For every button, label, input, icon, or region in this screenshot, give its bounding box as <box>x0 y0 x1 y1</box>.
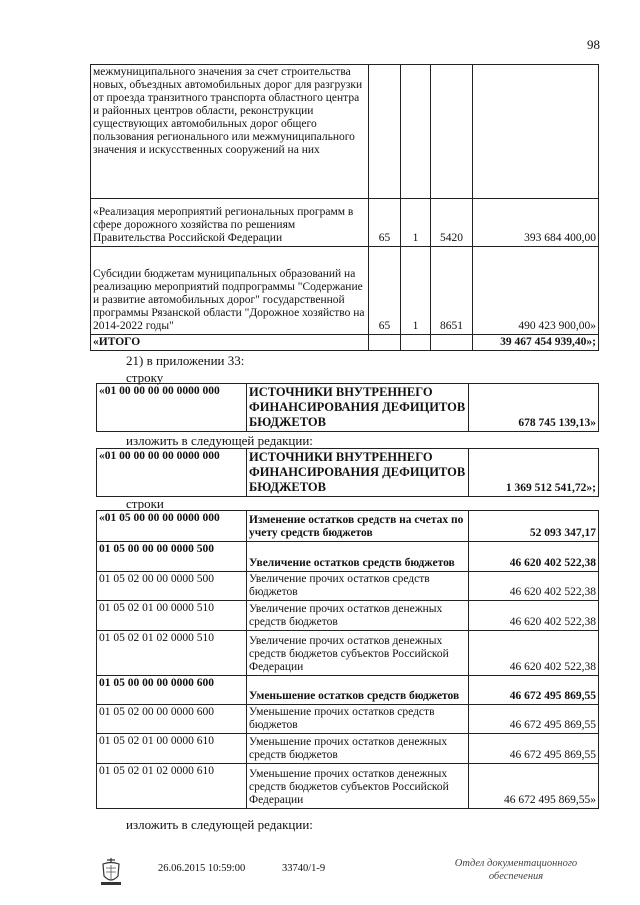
row-amount: 46 672 495 869,55 <box>469 734 599 764</box>
row-code: 01 05 02 01 02 0000 510 <box>97 631 247 676</box>
row-name: ИСТОЧНИКИ ВНУТРЕННЕГО ФИНАНСИРОВАНИЯ ДЕФИЦИТОВ БЮДЖЕТОВ <box>247 449 469 497</box>
cell-amount: 490 423 900,00» <box>473 247 599 335</box>
table-row <box>97 449 599 497</box>
cell-c2: 1 <box>401 247 431 335</box>
row-amount: 46 672 495 869,55» <box>469 764 599 809</box>
cell-c2 <box>401 65 431 199</box>
cell-c3: 5420 <box>431 199 473 247</box>
text-izlozhit-2: изложить в следующей редакции: <box>126 817 313 832</box>
cell-c3 <box>431 335 473 351</box>
row-amount: 46 620 402 522,38 <box>469 572 599 601</box>
row-name: Уменьшение прочих остатков денежных средств бюджетов <box>247 734 469 764</box>
coat-of-arms-logo <box>98 856 124 888</box>
cell-c1 <box>369 335 401 351</box>
cell-c3 <box>431 65 473 199</box>
budget-table-continuation <box>90 64 599 351</box>
stamp-line-2: обеспечения <box>488 871 544 882</box>
cell-c1: 65 <box>369 247 401 335</box>
cell-c1: 65 <box>369 199 401 247</box>
row-amount: 46 672 495 869,55 <box>469 676 599 705</box>
cell-amount <box>473 65 599 199</box>
cell-c2: 1 <box>401 199 431 247</box>
row-amount: 46 620 402 522,38 <box>469 631 599 676</box>
table-row <box>91 65 599 199</box>
table-row <box>97 676 599 705</box>
cell-c3: 8651 <box>431 247 473 335</box>
cell-c2 <box>401 335 431 351</box>
cell-amount: 39 467 454 939,40»; <box>473 335 599 351</box>
table-row <box>97 542 599 572</box>
table-row <box>97 734 599 764</box>
row-code: 01 05 02 01 02 0000 610 <box>97 764 247 809</box>
row-name: Изменение остатков средств на счетах по учету средств бюджетов <box>247 511 469 542</box>
row-name: межмуниципального значения за счет строительства новых, объездных автомобильных дорог для разгрузки от проезда транзитного транспорта областного центра и районных центров области, реконструкции существующих автомобильных дорог общего пользования регионального или межмуниципального значения и искусственных сооружений на них <box>91 65 369 199</box>
new-sources-table <box>96 448 599 497</box>
row-name: «Реализация мероприятий региональных программ в сфере дорожного хозяйства по решениям Правительства Российской Федерации <box>91 199 369 247</box>
row-code: 01 05 02 01 00 0000 610 <box>97 734 247 764</box>
table-row <box>91 247 599 335</box>
row-name: Уменьшение прочих остатков денежных средств бюджетов субъектов Российской Федерации <box>247 764 469 809</box>
row-code: 01 05 02 00 00 0000 500 <box>97 572 247 601</box>
text-stroki: строки <box>126 496 164 511</box>
table-row <box>97 764 599 809</box>
row-code: «01 05 00 00 00 0000 000 <box>97 511 247 542</box>
row-name: Увеличение остатков средств бюджетов <box>247 542 469 572</box>
table-row <box>97 511 599 542</box>
table-row <box>97 601 599 631</box>
table-row <box>97 384 599 432</box>
row-amount: 52 093 347,17 <box>469 511 599 542</box>
stamp-line-1: Отдел документационного <box>454 858 578 869</box>
row-amount: 1 369 512 541,72»; <box>469 449 599 497</box>
row-code: 01 05 00 00 00 0000 600 <box>97 676 247 705</box>
row-code: 01 05 02 01 00 0000 510 <box>97 601 247 631</box>
cell-c1 <box>369 65 401 199</box>
department-stamp <box>446 857 586 883</box>
table-row-total <box>91 335 599 351</box>
row-code: «01 00 00 00 00 0000 000 <box>97 384 247 432</box>
row-amount: 46 620 402 522,38 <box>469 601 599 631</box>
row-name: «ИТОГО <box>91 335 369 351</box>
row-code: «01 00 00 00 00 0000 000 <box>97 449 247 497</box>
row-amount: 678 745 139,13» <box>469 384 599 432</box>
table-row <box>91 199 599 247</box>
row-name: Увеличение прочих остатков средств бюджетов <box>247 572 469 601</box>
table-row <box>97 631 599 676</box>
row-amount: 46 620 402 522,38 <box>469 542 599 572</box>
table-row <box>97 572 599 601</box>
row-name: Уменьшение остатков средств бюджетов <box>247 676 469 705</box>
row-name: Субсидии бюджетам муниципальных образований на реализацию мероприятий подпрограммы "Содержание и развитие автомобильных дорог" государственной программы Рязанской области "Дорожное хозяйство на 2014-2022 годы" <box>91 247 369 335</box>
text-stroku: строку <box>126 370 164 385</box>
amendment-point: 21) в приложении 33: <box>126 353 245 368</box>
row-code: 01 05 00 00 00 0000 500 <box>97 542 247 572</box>
table-row <box>97 705 599 734</box>
row-name: ИСТОЧНИКИ ВНУТРЕННЕГО ФИНАНСИРОВАНИЯ ДЕФИЦИТОВ БЮДЖЕТОВ <box>247 384 469 432</box>
footer-doc-number: 33740/1-9 <box>282 863 326 874</box>
row-name: Уменьшение прочих остатков средств бюджетов <box>247 705 469 734</box>
old-sources-table <box>96 383 599 432</box>
row-name: Увеличение прочих остатков денежных средств бюджетов <box>247 601 469 631</box>
row-amount: 46 672 495 869,55 <box>469 705 599 734</box>
cell-amount: 393 684 400,00 <box>473 199 599 247</box>
balances-table <box>96 510 599 809</box>
row-name: Увеличение прочих остатков денежных средств бюджетов субъектов Российской Федерации <box>247 631 469 676</box>
page-number: 98 <box>587 37 600 52</box>
text-izlozhit-1: изложить в следующей редакции: <box>126 433 313 448</box>
row-code: 01 05 02 00 00 0000 600 <box>97 705 247 734</box>
footer-date: 26.06.2015 10:59:00 <box>158 863 246 874</box>
